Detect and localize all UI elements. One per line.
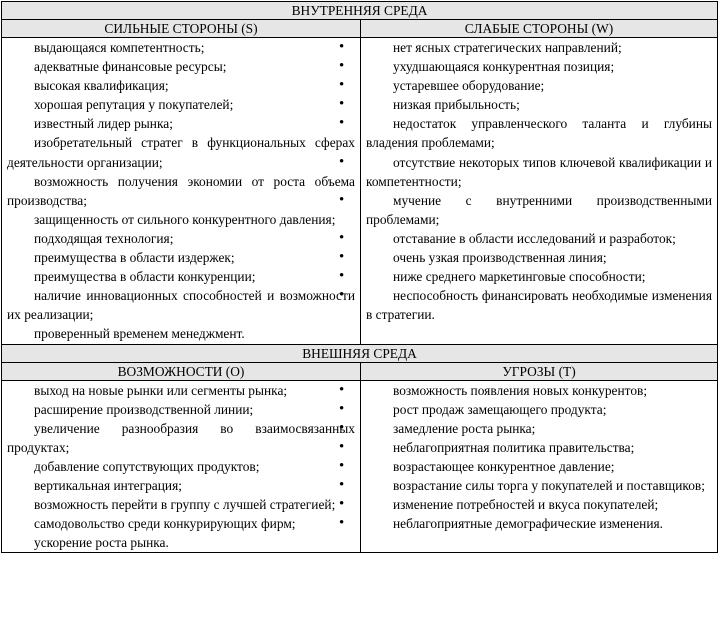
- external-quadrant-header-row: [2, 362, 718, 380]
- list-item: • известный лидер рынка;: [7, 114, 355, 133]
- list-item: • высокая квалификация;: [7, 76, 355, 95]
- list-item: • нет ясных стратегических направлений;: [366, 38, 712, 57]
- list-item: • возможность получения экономии от роста объема производства;: [7, 172, 355, 210]
- swot-table: [1, 1, 718, 553]
- list-item: • отсутствие некоторых типов ключевой квалификации и компетентности;: [366, 153, 712, 191]
- list-item: • преимущества в области издержек;: [7, 248, 355, 267]
- list-item: • вертикальная интеграция;: [7, 476, 355, 495]
- opportunities-cell: [2, 380, 361, 553]
- list-item: • возможность перейти в группу с лучшей стратегией;: [7, 495, 355, 514]
- list-item: • ухудшающаяся конкурентная позиция;: [366, 57, 712, 76]
- list-item: • возрастающее конкурентное давление;: [366, 457, 712, 476]
- list-item: • адекватные финансовые ресурсы;: [7, 57, 355, 76]
- strengths-list: [7, 38, 355, 344]
- list-item: • проверенный временем менеджмент.: [7, 324, 355, 343]
- list-item: • наличие инновационных способностей и возможности их реализации;: [7, 286, 355, 324]
- list-item: • возможность появления новых конкурентов;: [366, 381, 712, 400]
- list-item: • самодовольство среди конкурирующих фирм;: [7, 514, 355, 533]
- list-item: • очень узкая производственная линия;: [366, 248, 712, 267]
- list-item: • добавление сопутствующих продуктов;: [7, 457, 355, 476]
- opportunities-list: [7, 381, 355, 553]
- list-item: • неблагоприятная политика правительства;: [366, 438, 712, 457]
- internal-quadrant-header-row: [2, 20, 718, 38]
- list-item: • возрастание силы торга у покупателей и поставщиков;: [366, 476, 712, 495]
- list-item: • неспособность финансировать необходимые изменения в стратегии.: [366, 286, 712, 324]
- weaknesses-cell: [361, 38, 718, 345]
- list-item: • подходящая технология;: [7, 229, 355, 248]
- internal-section-header: ВНУТРЕННЯЯ СРЕДА: [2, 2, 718, 20]
- list-item: • ускорение роста рынка.: [7, 533, 355, 552]
- weaknesses-header: СЛАБЫЕ СТОРОНЫ (W): [361, 20, 718, 38]
- internal-section-row: [2, 2, 718, 20]
- external-section-header: ВНЕШНЯЯ СРЕДА: [2, 344, 718, 362]
- list-item: • низкая прибыльность;: [366, 95, 712, 114]
- list-item: • рост продаж замещающего продукта;: [366, 400, 712, 419]
- list-item: • хорошая репутация у покупателей;: [7, 95, 355, 114]
- list-item: • ниже среднего маркетинговые способности;: [366, 267, 712, 286]
- threats-header: УГРОЗЫ (T): [361, 362, 718, 380]
- list-item: • изобретательный стратег в функциональных сферах деятельности организации;: [7, 133, 355, 171]
- strengths-cell: [2, 38, 361, 345]
- external-content-row: [2, 380, 718, 553]
- threats-cell: [361, 380, 718, 553]
- list-item: • защищенность от сильного конкурентного давления;: [7, 210, 355, 229]
- threats-list: [366, 381, 712, 534]
- list-item: • преимущества в области конкуренции;: [7, 267, 355, 286]
- internal-content-row: [2, 38, 718, 345]
- external-section-row: [2, 344, 718, 362]
- list-item: • выдающаяся компетентность;: [7, 38, 355, 57]
- strengths-header: СИЛЬНЫЕ СТОРОНЫ (S): [2, 20, 361, 38]
- list-item: • отставание в области исследований и разработок;: [366, 229, 712, 248]
- list-item: • замедление роста рынка;: [366, 419, 712, 438]
- list-item: • устаревшее оборудование;: [366, 76, 712, 95]
- weaknesses-list: [366, 38, 712, 324]
- list-item: • недостаток управленческого таланта и глубины владения проблемами;: [366, 114, 712, 152]
- list-item: • неблагоприятные демографические изменения.: [366, 514, 712, 533]
- list-item: • расширение производственной линии;: [7, 400, 355, 419]
- list-item: • выход на новые рынки или сегменты рынка;: [7, 381, 355, 400]
- list-item: • мучение с внутренними производственными проблемами;: [366, 191, 712, 229]
- list-item: • увеличение разнообразия во взаимосвязанных продуктах;: [7, 419, 355, 457]
- list-item: • изменение потребностей и вкуса покупателей;: [366, 495, 712, 514]
- opportunities-header: ВОЗМОЖНОСТИ (O): [2, 362, 361, 380]
